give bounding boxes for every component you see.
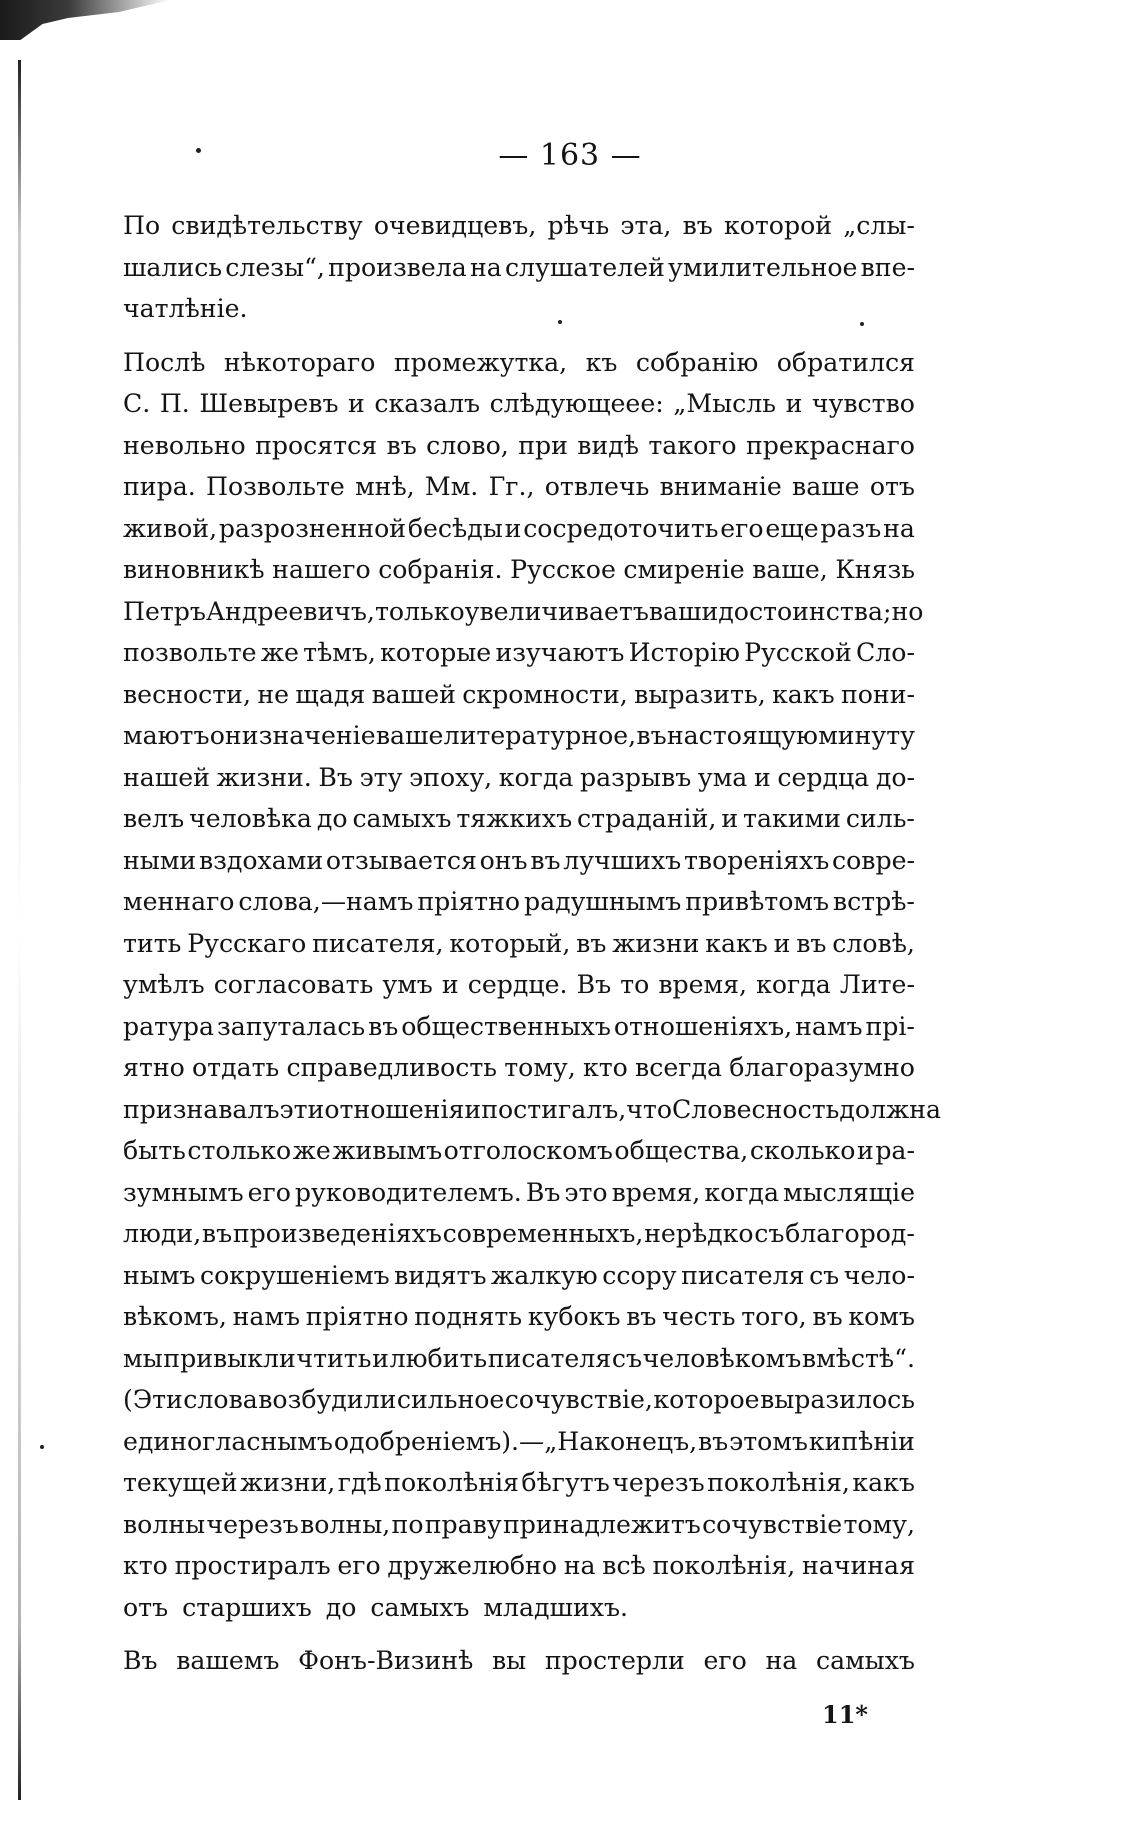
text-line: меннаго слова,—намъ пріятно радушнымъ привѣтомъ встрѣ-	[123, 887, 915, 916]
text-line: текущей жизни, гдѣ поколѣнія бѣгутъ черезъ поколѣнія, какъ	[123, 1468, 915, 1497]
page-number: — 163 —	[498, 138, 642, 173]
signature-mark: 11*	[822, 1700, 868, 1729]
text-line: пира. Позвольте мнѣ, Мм. Гг., отвлечь вниманіе ваше отъ	[123, 472, 915, 501]
text-line: шались слезы“, произвела на слушателей умилительное впе-	[123, 252, 915, 282]
text-line: Петръ Андреевичъ, только увеличиваетъ ваши достоинства; но	[123, 596, 924, 626]
text-line: ными вздохами отзывается онъ въ лучшихъ твореніяхъ совре-	[123, 845, 915, 875]
text-line: нашей жизни. Въ эту эпоху, когда разрывъ ума и сердца до-	[123, 762, 915, 792]
text-line: Послѣ нѣкотораго промежутка, къ собранію обратился	[123, 347, 915, 377]
ink-speck	[40, 1445, 44, 1449]
scan-artifact	[0, 0, 170, 40]
text-line: быть столько же живымъ отголоскомъ общества, сколько и ра-	[123, 1136, 915, 1165]
text-line: нымъ сокрушеніемъ видятъ жалкую ссору писателя съ чело-	[123, 1260, 915, 1290]
text-line: (Эти слова возбудили сильное сочувствіе, которое выразилось	[123, 1385, 915, 1414]
text-line: чатлѣніе.	[123, 294, 248, 323]
text-line: волны черезъ волны, по праву принадлежитъ сочувствіе тому,	[123, 1509, 915, 1539]
body-text	[123, 205, 942, 1682]
text-line: зумнымъ его руководителемъ. Въ это время, когда мыслящіе	[123, 1177, 915, 1207]
text-line: умѣлъ согласовать умъ и сердце. Въ то время, когда Лите-	[123, 970, 915, 999]
text-line: живой, разрозненной бесѣды и сосредоточить его еще разъ на	[123, 513, 915, 543]
text-line: тить Русскаго писателя, который, въ жизни какъ и въ словѣ,	[123, 928, 915, 958]
text-line: признавалъ эти отношенія и постигалъ, что Словесность должна	[123, 1094, 942, 1124]
text-line: кто простиралъ его дружелюбно на всѣ поколѣнія, начиная	[123, 1551, 915, 1580]
text-line: маютъ они значеніе ваше литературное, въ настоящую минуту	[123, 721, 915, 750]
text-line: Въ вашемъ Фонъ-Визинѣ вы простерли его на самыхъ	[123, 1646, 915, 1675]
text-line: велъ человѣка до самыхъ тяжкихъ страданій, и такими силь-	[123, 804, 915, 833]
scan-edge	[18, 60, 21, 1800]
text-line: отъ старшихъ до самыхъ младшихъ.	[123, 1592, 628, 1622]
text-line: вѣкомъ, намъ пріятно поднять кубокъ въ честь того, въ комъ	[123, 1302, 915, 1331]
text-line: С. П. Шевыревъ и сказалъ слѣдующеее: „Мысль и чувство	[123, 389, 915, 418]
text-line: единогласнымъ одобреніемъ).—„Наконецъ, въ этомъ кипѣніи	[123, 1426, 915, 1456]
text-line: люди, въ произведеніяхъ современныхъ, нерѣдко съ благород-	[123, 1219, 915, 1248]
text-line: мы привыкли чтить и любить писателя съ человѣкомъ вмѣстѣ“.	[123, 1343, 915, 1373]
text-line: невольно просятся въ слово, при видѣ такого прекраснаго	[123, 430, 915, 460]
text-line: ратура запуталась въ общественныхъ отношеніяхъ, намъ прі-	[123, 1011, 915, 1041]
text-line: виновникѣ нашего собранія. Русское смиреніе ваше, Князь	[123, 555, 915, 584]
text-line: весности, не щадя вашей скромности, выразить, какъ пони-	[123, 679, 915, 709]
text-line: По свидѣтельству очевидцевъ, рѣчь эта, въ которой „слы-	[123, 211, 915, 240]
text-line: ятно отдать справедливость тому, кто всегда благоразумно	[123, 1053, 915, 1082]
text-line: позвольте же тѣмъ, которые изучаютъ Исторію Русской Сло-	[123, 638, 915, 667]
